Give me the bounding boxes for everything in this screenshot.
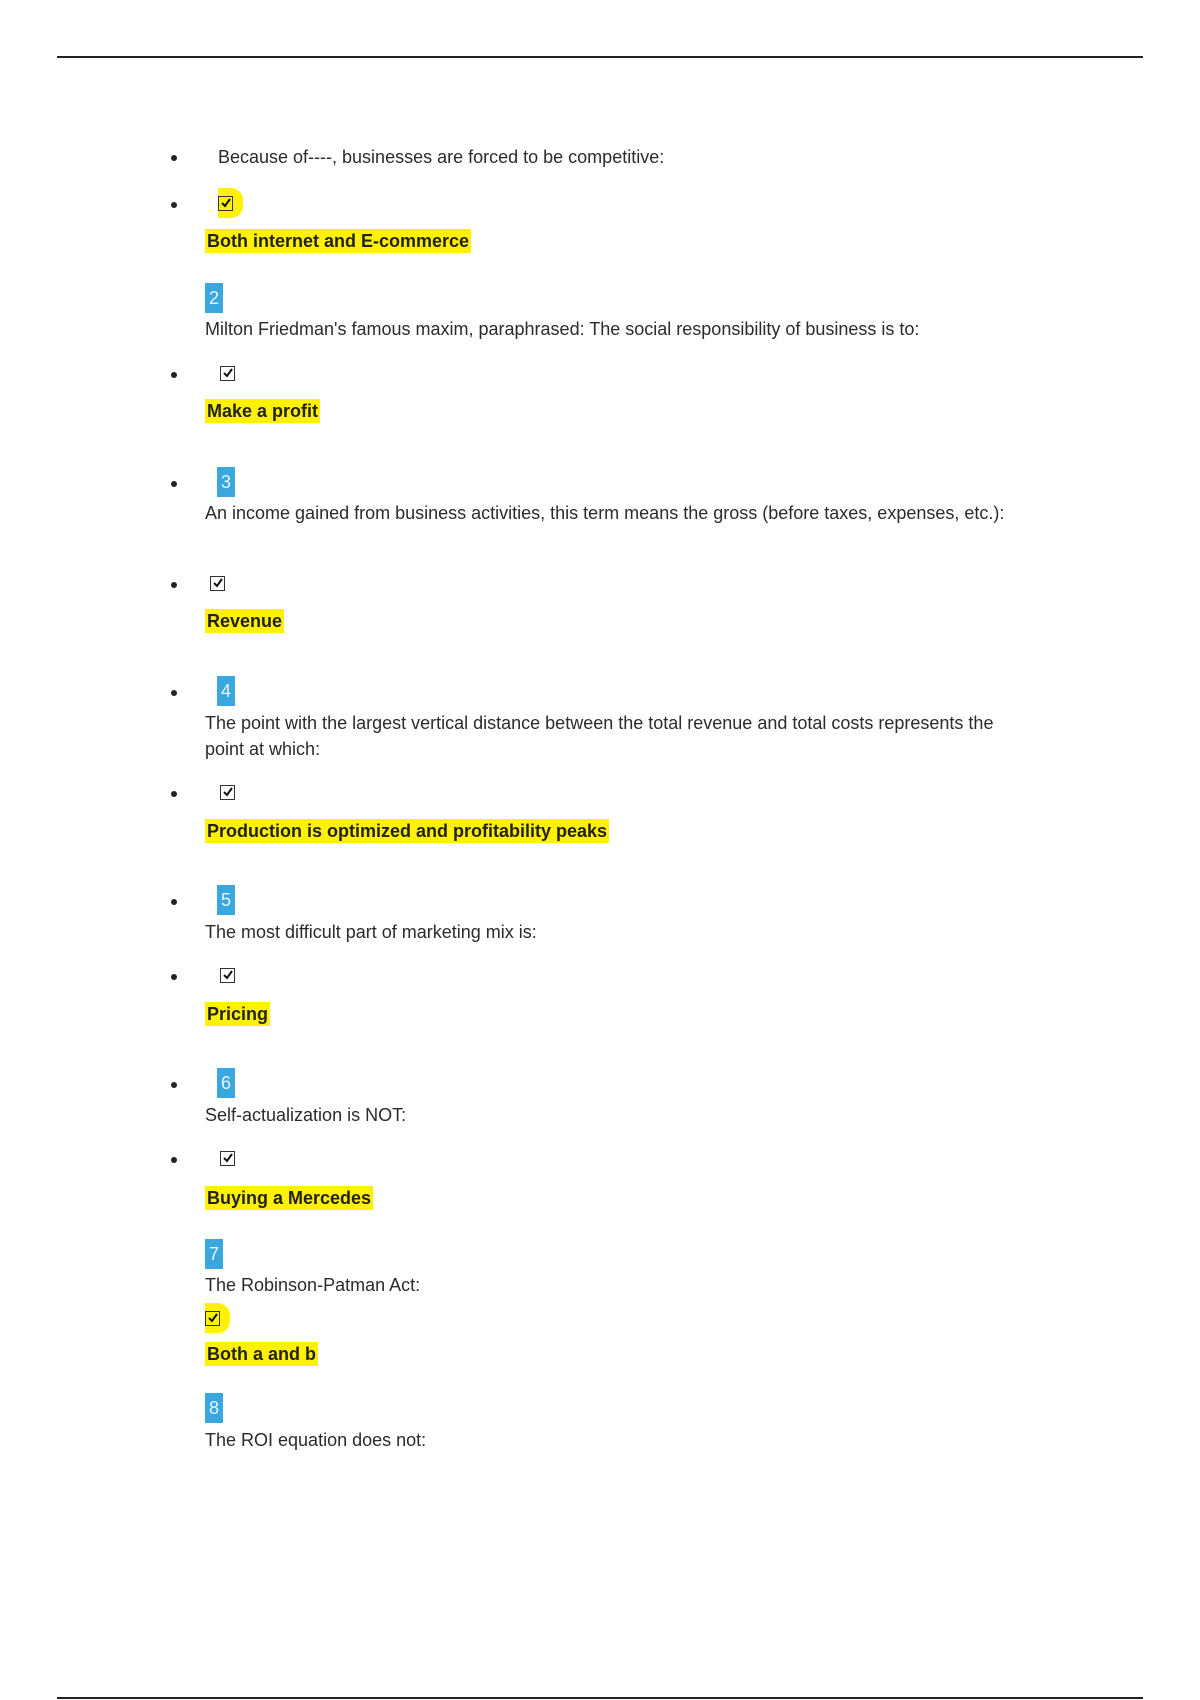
list-bullet <box>171 899 177 905</box>
answer-checkbox[interactable] <box>220 960 235 990</box>
checkmark-icon <box>205 1311 220 1326</box>
answer-checkbox[interactable] <box>218 188 243 218</box>
answer-text: Revenue <box>207 611 283 631</box>
question-text: Milton Friedman's famous maxim, paraphrased: The social responsibility of business is to: <box>205 319 920 339</box>
answer-checkbox[interactable] <box>220 358 235 388</box>
answer-text: Both internet and E-commerce <box>207 231 470 251</box>
list-bullet <box>171 1157 177 1163</box>
question-number: 3 <box>217 467 235 497</box>
question-number: 2 <box>205 283 223 313</box>
list-bullet <box>171 690 177 696</box>
header-rule <box>57 56 1143 58</box>
list-bullet <box>171 155 177 161</box>
checkmark-icon <box>220 968 235 983</box>
question-number: 5 <box>217 885 235 915</box>
question-text: An income gained from business activities, this term means the gross (before taxes, expenses, etc.): <box>205 503 1005 523</box>
list-bullet <box>171 1082 177 1088</box>
question-number: 4 <box>217 676 235 706</box>
checkmark-icon <box>220 1151 235 1166</box>
question-number: 8 <box>205 1393 223 1423</box>
answer-checkbox[interactable] <box>220 1143 235 1173</box>
question-text: Self-actualization is NOT: <box>205 1105 407 1125</box>
question-text: The Robinson-Patman Act: <box>205 1275 421 1295</box>
question-text: The ROI equation does not: <box>205 1430 427 1450</box>
question-text: The point with the largest vertical distance between the total revenue and total costs represents the point at which: <box>205 713 994 759</box>
answer-text: Make a profit <box>207 401 319 421</box>
footer-rule <box>57 1697 1143 1699</box>
checkmark-icon <box>220 366 235 381</box>
list-bullet <box>171 372 177 378</box>
question-number: 7 <box>205 1239 223 1269</box>
checkmark-icon <box>220 785 235 800</box>
answer-text: Production is optimized and profitability peaks <box>207 821 608 841</box>
list-bullet <box>171 791 177 797</box>
checkmark-icon <box>218 196 233 211</box>
checkmark-icon <box>210 576 225 591</box>
answer-checkbox[interactable] <box>220 777 235 807</box>
answer-checkbox[interactable] <box>205 1303 230 1333</box>
question-text: The most difficult part of marketing mix is: <box>205 922 537 942</box>
answer-text: Buying a Mercedes <box>207 1188 372 1208</box>
question-text: Because of----, businesses are forced to be competitive: <box>218 147 665 167</box>
list-bullet <box>171 202 177 208</box>
answer-text: Pricing <box>207 1004 269 1024</box>
question-number: 6 <box>217 1068 235 1098</box>
answer-checkbox[interactable] <box>210 568 225 598</box>
list-bullet <box>171 481 177 487</box>
list-bullet <box>171 582 177 588</box>
answer-text: Both a and b <box>207 1344 316 1364</box>
list-bullet <box>171 974 177 980</box>
